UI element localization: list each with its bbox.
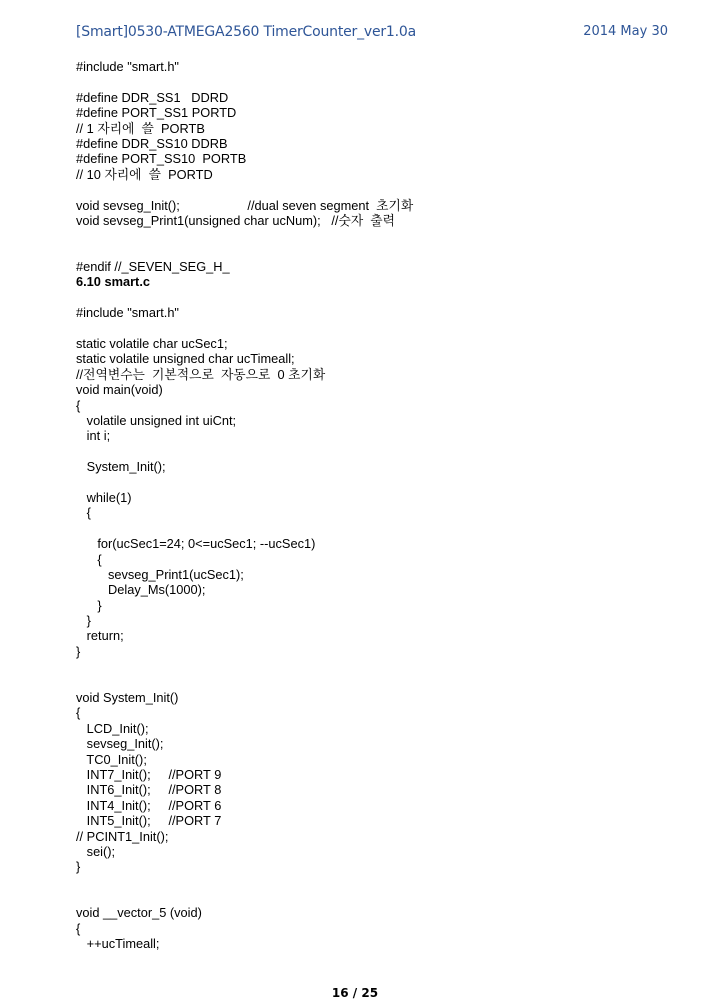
code-line <box>76 290 676 305</box>
code-line <box>76 475 676 490</box>
code-line: #define DDR_SS1 DDRD <box>76 89 229 105</box>
code-line <box>76 875 676 890</box>
code-line: sei(); <box>76 843 116 859</box>
code-line: { <box>76 505 91 521</box>
code-line: System_Init(); <box>76 459 166 475</box>
code-line: while(1) <box>76 489 132 505</box>
code-line: } <box>76 859 81 875</box>
code-line: // 10 자리에 쓸 PORTD <box>76 166 213 182</box>
document-date: 2014 May 30 <box>583 24 668 39</box>
code-line: for(ucSec1=24; 0<=ucSec1; --ucSec1) <box>76 536 316 552</box>
code-line: } <box>76 613 91 629</box>
code-line: LCD_Init(); <box>76 720 149 736</box>
section-heading: 6.10 smart.c <box>76 274 150 290</box>
code-line: { <box>76 397 81 413</box>
code-line: // 1 자리에 쓸 PORTB <box>76 120 205 136</box>
code-line: #define PORT_SS10 PORTB <box>76 151 247 167</box>
code-line <box>76 321 676 336</box>
code-line <box>76 521 676 536</box>
code-line: #define DDR_SS10 DDRB <box>76 135 228 151</box>
code-line: { <box>76 705 81 721</box>
code-line <box>76 228 676 243</box>
code-line <box>76 74 676 89</box>
code-line: ++ucTimeall; <box>76 936 160 952</box>
code-line: //전역변수는 기본적으로 자동으로 0 초기화 <box>76 366 326 382</box>
code-line: void sevseg_Init(); //dual seven segment 초기화 <box>76 197 414 213</box>
code-line <box>76 244 676 259</box>
code-line <box>76 890 676 905</box>
code-line: void __vector_5 (void) <box>76 905 202 921</box>
code-listing <box>76 59 676 952</box>
code-line: { <box>76 920 81 936</box>
code-line: int i; <box>76 428 111 444</box>
code-line: INT4_Init(); //PORT 6 <box>76 797 222 813</box>
code-line: { <box>76 551 102 567</box>
document-title: [Smart]0530-ATMEGA2560 TimerCounter_ver1.0a <box>76 24 416 40</box>
code-line: sevseg_Print1(ucSec1); <box>76 566 244 582</box>
code-line: // PCINT1_Init(); <box>76 828 169 844</box>
code-line: } <box>76 597 102 613</box>
page-header <box>76 24 668 46</box>
code-line: #include "smart.h" <box>76 59 179 74</box>
code-line <box>76 444 676 459</box>
code-line: INT6_Init(); //PORT 8 <box>76 782 222 798</box>
code-line: void main(void) <box>76 382 163 398</box>
code-line: TC0_Init(); <box>76 751 147 767</box>
code-line: return; <box>76 628 124 644</box>
code-line: INT5_Init(); //PORT 7 <box>76 813 222 829</box>
code-line: static volatile unsigned char ucTimeall; <box>76 351 295 367</box>
code-line: volatile unsigned int uiCnt; <box>76 412 237 428</box>
code-line: void sevseg_Print1(unsigned char ucNum); //숫자 출력 <box>76 212 396 228</box>
code-line <box>76 675 676 690</box>
code-line <box>76 182 676 197</box>
code-line: #endif //_SEVEN_SEG_H_ <box>76 259 230 275</box>
code-line: sevseg_Init(); <box>76 736 164 752</box>
code-line: INT7_Init(); //PORT 9 <box>76 766 222 782</box>
page-number: 16 / 25 <box>331 986 379 1000</box>
code-line: void System_Init() <box>76 690 179 706</box>
code-line: } <box>76 643 81 659</box>
code-line <box>76 659 676 674</box>
code-line: Delay_Ms(1000); <box>76 582 206 598</box>
code-line: static volatile char ucSec1; <box>76 336 228 352</box>
code-line: #define PORT_SS1 PORTD <box>76 105 237 121</box>
code-line: #include "smart.h" <box>76 305 179 321</box>
